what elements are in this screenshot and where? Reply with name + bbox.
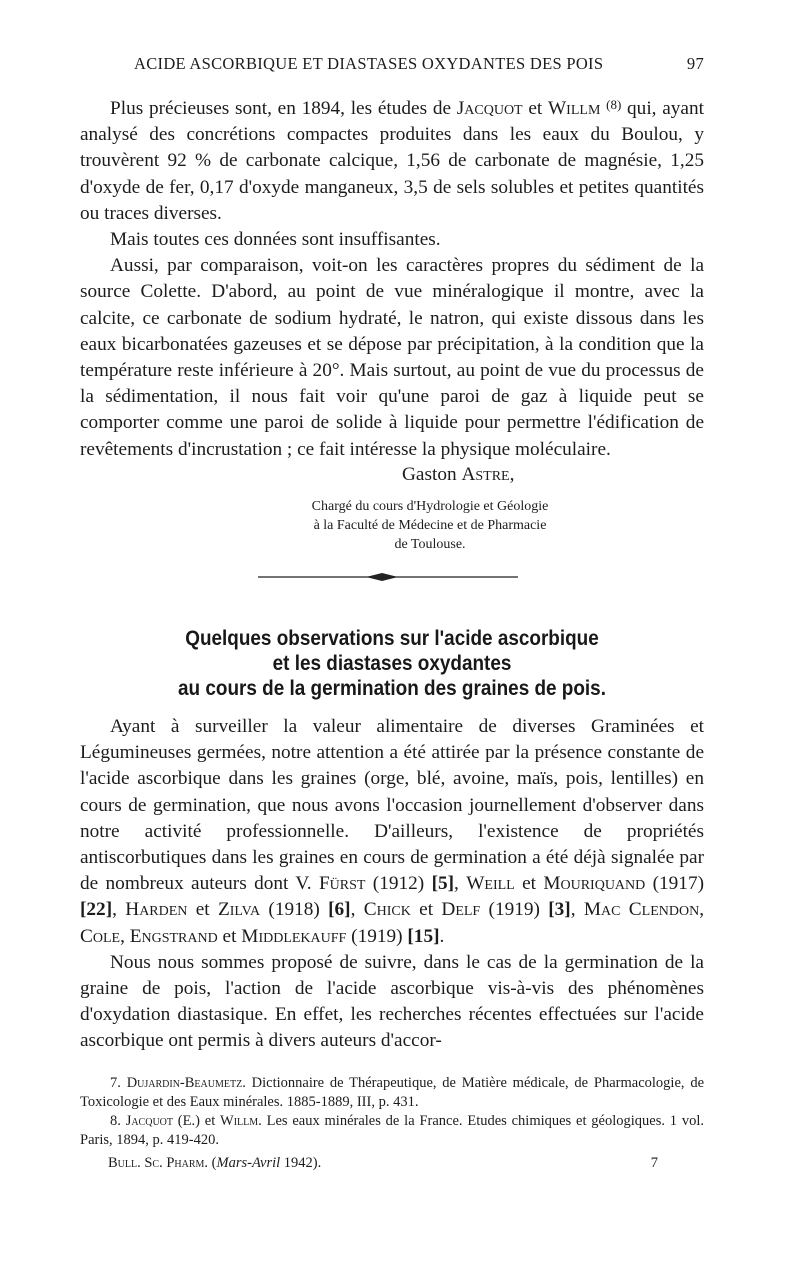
author-name: Dujardin-Beaumetz bbox=[126, 1075, 243, 1091]
author-name: Willm bbox=[547, 98, 601, 119]
author-name: Zilva bbox=[217, 899, 261, 921]
page-footer: Bull. Sc. Pharm. (Mars-Avril 1942). 7 bbox=[108, 1155, 658, 1171]
paragraph: Aussi, par comparaison, voit-on les caractères propres du sédiment de la source Colette. D'abord, au point de vue minéralogique il montre, avec la calcite, ce carbonate de sodium hydraté, le natron, qui existe dissous dans les eaux bicarbonatées gazeuses et se dépose par précipitation, à la condition que la température reste inférieure à 20°. Mais surtout, au point de vue du processus de la sédimentation, il nous fait voir qu'une paroi de gaz à liquide peut se comporter comme une paroi de solide à liquide pour permettre l'édification de revêtements d'incrustation ; ce fait intéresse la physique moléculaire. bbox=[80, 255, 704, 460]
paragraph: Mais toutes ces données sont insuffisantes. bbox=[110, 229, 441, 251]
author-name: Jacquot bbox=[125, 1113, 173, 1129]
author-affiliation: Chargé du cours d'Hydrologie et Géologie à la Faculté de Médecine et de Pharmacie de Toulouse. bbox=[311, 499, 549, 552]
author-name: Cole bbox=[80, 925, 121, 947]
journal-name: Bull. Sc. Pharm. bbox=[108, 1155, 209, 1171]
author-name: Engstrand bbox=[129, 925, 218, 947]
author-name: Mac Clendon bbox=[583, 899, 700, 921]
author-name: Harden bbox=[125, 899, 188, 921]
citation-ref: [22] bbox=[80, 899, 113, 921]
issue-date: Mars-Avril bbox=[216, 1155, 281, 1171]
citation-ref: [5] bbox=[431, 873, 455, 895]
author-signature: Gaston Astre, bbox=[402, 464, 515, 485]
author-name: Mouriquand bbox=[543, 873, 646, 895]
article-title: Quelques observations sur l'acide ascorbique et les diastases oxydantes au cours de la germination des graines de pois. bbox=[178, 626, 606, 700]
running-head-title: ACIDE ASCORBIQUE ET DIASTASES OXYDANTES DES POIS bbox=[134, 54, 604, 73]
signature-mark: 7 bbox=[650, 1155, 658, 1171]
citation-ref: [15] bbox=[407, 925, 440, 947]
section-divider-ornament bbox=[258, 570, 518, 584]
author-name: Jacquot bbox=[456, 98, 523, 119]
article-body bbox=[80, 714, 704, 1055]
author-name: Middlekauff bbox=[241, 925, 347, 947]
author-name: Delf bbox=[441, 899, 481, 921]
footnote: 8. Jacquot (E.) et Willm. Les eaux minérales de la France. Etudes chimiques et géologiques. 1 vol. Paris, 1894, p. 419-420. bbox=[80, 1113, 704, 1148]
footnote: 7. Dujardin-Beaumetz. Dictionnaire de Thérapeutique, de Matière médicale, de Pharmacologie, de Toxicologie et des Eaux minérales. 1885-1889, III, p. 431. bbox=[80, 1075, 705, 1110]
page-number: 97 bbox=[686, 54, 704, 73]
author-name: Willm bbox=[220, 1113, 259, 1129]
paragraph: Ayant à surveiller la valeur alimentaire de diverses Graminées et Légumineuses germées, notre attention a été attirée par la présence constante de l'acide ascorbique dans les graines (orge, blé, avoine, maïs, pois, lentilles) en cours de germination, que nous avons l'occasion journellement d'observer dans notre activité professionnelle. D'ailleurs, l'existence de propriétés antiscorbutiques dans les graines en cours de germination a été déjà signalée par de nombreux auteurs dont V. Fürst (1912) [5], Weill et Mouriquand (1917) [22], Harden et Zilva (1918) [6], Chick et Delf (1919) [3], Mac Clendon, Cole, Engstrand et Middlekauff (1919) [15]. bbox=[80, 716, 705, 947]
footnote-ref: (8) bbox=[606, 97, 622, 112]
footnotes bbox=[80, 1074, 704, 1150]
author-name: Fürst bbox=[318, 873, 366, 895]
previous-article-text bbox=[80, 92, 704, 463]
citation-ref: [6] bbox=[328, 899, 351, 921]
paragraph: Nous nous sommes proposé de suivre, dans le cas de la germination de la graine de pois, l'action de l'acide ascorbique vis-à-vis des phénomènes d'oxydation diastasique. En effet, les recherches récentes effectuées sur l'acide ascorbique ont permis à divers auteurs d'accor- bbox=[80, 951, 704, 1052]
paragraph: Plus précieuses sont, en 1894, les études de Jacquot et Willm $^{(8)}$ qui, ayant analysé des concrétions compactes produites dans les eaux du Boulou, y trouvèrent 92 % de carbonate calcique, 1,56 de carbonate de magnésie, 1,25 d'oxyde de fer, 0,17 d'oxyde manganeux, 3,5 de sels solubles et petites quantités ou traces diverses. bbox=[80, 97, 704, 224]
author-name: Weill bbox=[466, 873, 515, 895]
running-head bbox=[80, 54, 704, 76]
citation-ref: [3] bbox=[548, 899, 571, 921]
author-name: Chick bbox=[363, 899, 411, 921]
